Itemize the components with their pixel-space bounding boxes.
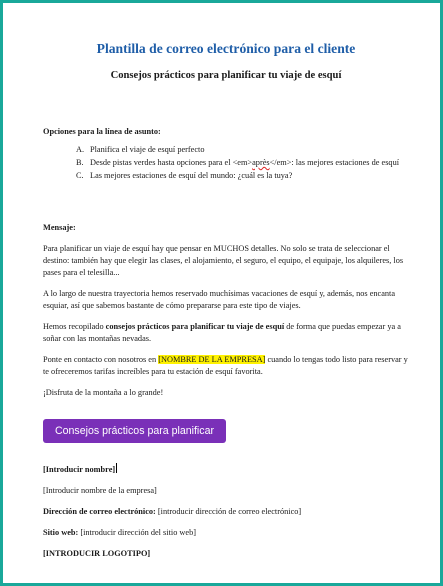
- subject-option-text-after: </em>: las mejores estaciones de esquí: [269, 158, 400, 167]
- document-subtitle: Consejos prácticos para planificar tu viaje de esquí: [110, 70, 342, 81]
- highlighted-placeholder: [NOMBRE DE LA EMPRESA]: [158, 355, 266, 364]
- list-marker: A.: [76, 145, 85, 154]
- email-label: Dirección de correo electrónico:: [43, 507, 156, 516]
- document-title: Plantilla de correo electrónico para el cliente: [96, 41, 356, 56]
- list-marker: C.: [76, 171, 84, 180]
- bold-phrase: consejos prácticos para planificar tu viaje de esquí: [105, 322, 285, 331]
- logo-placeholder: [INTRODUCIR LOGOTIPO]: [43, 549, 151, 558]
- subject-option-text: Las mejores estaciones de esquí del mundo: ¿cuál es la tuya?: [90, 171, 293, 180]
- email-line: [43, 506, 409, 518]
- spellcheck-flagged-word: après: [252, 158, 270, 167]
- document-page: [43, 33, 409, 569]
- message-paragraph: Para planificar un viaje de esquí hay que pensar en MUCHOS detalles. No solo se trata de seleccionar el destino: también hay que elegir las clases, el alojamiento, el seguro, el equipo, el equipaje, los alquileres, los pases para el telesilla...: [43, 244, 404, 277]
- name-placeholder[interactable]: [43, 463, 409, 476]
- subject-option-text-before: Desde pistas verdes hasta opciones para el <em>: [90, 158, 253, 167]
- text-run: Hemos recopilado: [43, 322, 106, 331]
- message-closing: ¡Disfruta de la montaña a lo grande!: [43, 388, 164, 397]
- subject-option: [77, 170, 409, 182]
- subject-option-text: Planifica el viaje de esquí perfecto: [90, 145, 205, 154]
- subject-option: [77, 144, 409, 156]
- text-run: Ponte en contacto con nosotros en: [43, 355, 159, 364]
- website-line: [43, 527, 409, 539]
- cta-button[interactable]: Consejos prácticos para planificar: [43, 419, 226, 443]
- name-placeholder-text: [Introducir nombre]: [43, 465, 116, 474]
- subject-option: [77, 157, 409, 169]
- website-value: [introducir dirección del sitio web]: [78, 528, 196, 537]
- website-label: Sitio web:: [43, 528, 79, 537]
- message-label: Mensaje:: [43, 223, 76, 232]
- text-run: cuando lo tengas todo listo para reservar y te ofreceremos tarifas increíbles para tu estación de esquí favorita.: [43, 355, 408, 376]
- text-run: de forma que puedas empezar ya a soñar con las montañas nevadas.: [43, 322, 401, 343]
- message-paragraph: [43, 321, 409, 345]
- message-paragraph: A lo largo de nuestra trayectoria hemos reservado muchísimas vacaciones de esquí y, además, nos encanta esquiar, así que sabemos bastante de cómo prepararse para este tipo de viajes.: [43, 289, 396, 310]
- subject-section-label: Opciones para la línea de asunto:: [43, 127, 161, 136]
- signature-block: [43, 463, 409, 560]
- subject-options-list: [43, 144, 409, 182]
- company-placeholder: [Introducir nombre de la empresa]: [43, 486, 157, 495]
- list-marker: B.: [76, 158, 84, 167]
- email-value: [introducir dirección de correo electrónico]: [155, 507, 302, 516]
- text-cursor: [116, 463, 117, 473]
- message-paragraph: [43, 354, 409, 378]
